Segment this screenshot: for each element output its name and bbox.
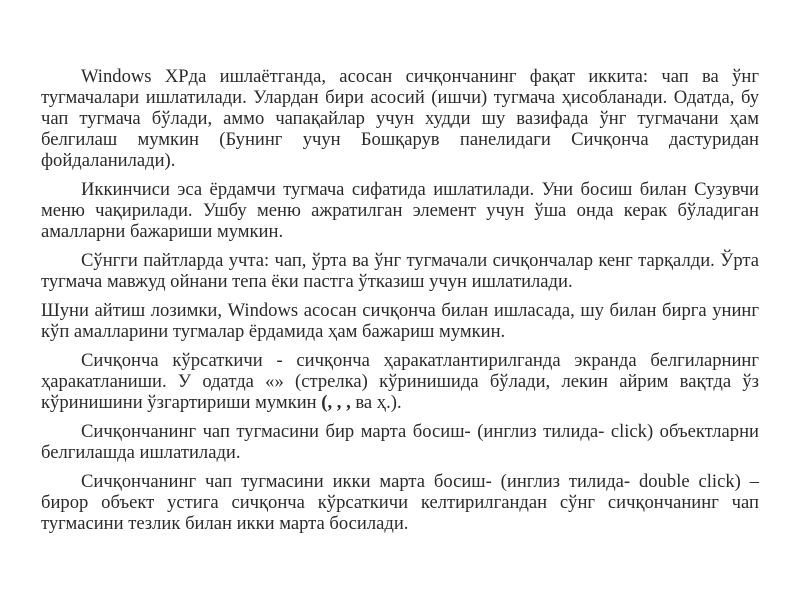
pointer-symbols: (, , , [321, 392, 351, 413]
paragraph-mouse-pointer [41, 350, 759, 413]
paragraph-keyboard-alternative: Шуни айтиш лозимки, Windows асосан сичқонча билан ишласада, шу билан бирга унинг кўп амалларини тугмалар ёрдамида ҳам бажариш мумкин. [41, 300, 759, 342]
paragraph-mouse-buttons: Windows XPда ишлаётганда, асосан сичқончанинг фақат иккита: чап ва ўнг тугмачалари ишлатилади. Улардан бири асосий (ишчи) тугмача ҳисобланади. Одатда, бу чап тугмача бўлади, аммо чапақайлар учун худди шу вазифада ўнг тугмачани ҳам белгилаш мумкин (Бунинг учун Бошқарув панелидаги Сичқонча дастуридан фойдаланилади). [41, 66, 759, 171]
paragraph-secondary-button: Иккинчиси эса ёрдамчи тугмача сифатида ишлатилади. Уни босиш билан Сузувчи меню чақирилади. Ушбу меню ажратилган элемент учун ўша онда керак бўладиган амалларни бажариши мумкин. [41, 179, 759, 242]
paragraph-double-click: Сичқончанинг чап тугмасини икки марта босиш- (инглиз тилида- double click) – бирор объект устига сичқонча кўрсаткичи келтирилгандан сўнг сичқончанинг чап тугмасини тезлик билан икки марта босилади. [41, 471, 759, 534]
paragraph-single-click: Сичқончанинг чап тугмасини бир марта босиш- (инглиз тилида- click) объектларни белгилашда ишлатилади. [41, 421, 759, 463]
pointer-text-end: ва ҳ.). [350, 392, 402, 413]
paragraph-three-button-mice: Сўнгги пайтларда учта: чап, ўрта ва ўнг тугмачали сичқончалар кенг тарқалди. Ўрта тугмача мавжуд ойнани тепа ёки пастга ўтказиш учун ишлатилади. [41, 250, 759, 292]
pointer-text-start: Сичқонча кўрсаткичи - сичқонча ҳаракатлантирилганда экранда белгиларнинг ҳаракатланиши. У одатда «» (стрелка) кўринишида бўлади, лекин айрим вақтда ўз кўринишини ўзгартириши мумкин [41, 350, 759, 413]
document-page [41, 66, 759, 542]
